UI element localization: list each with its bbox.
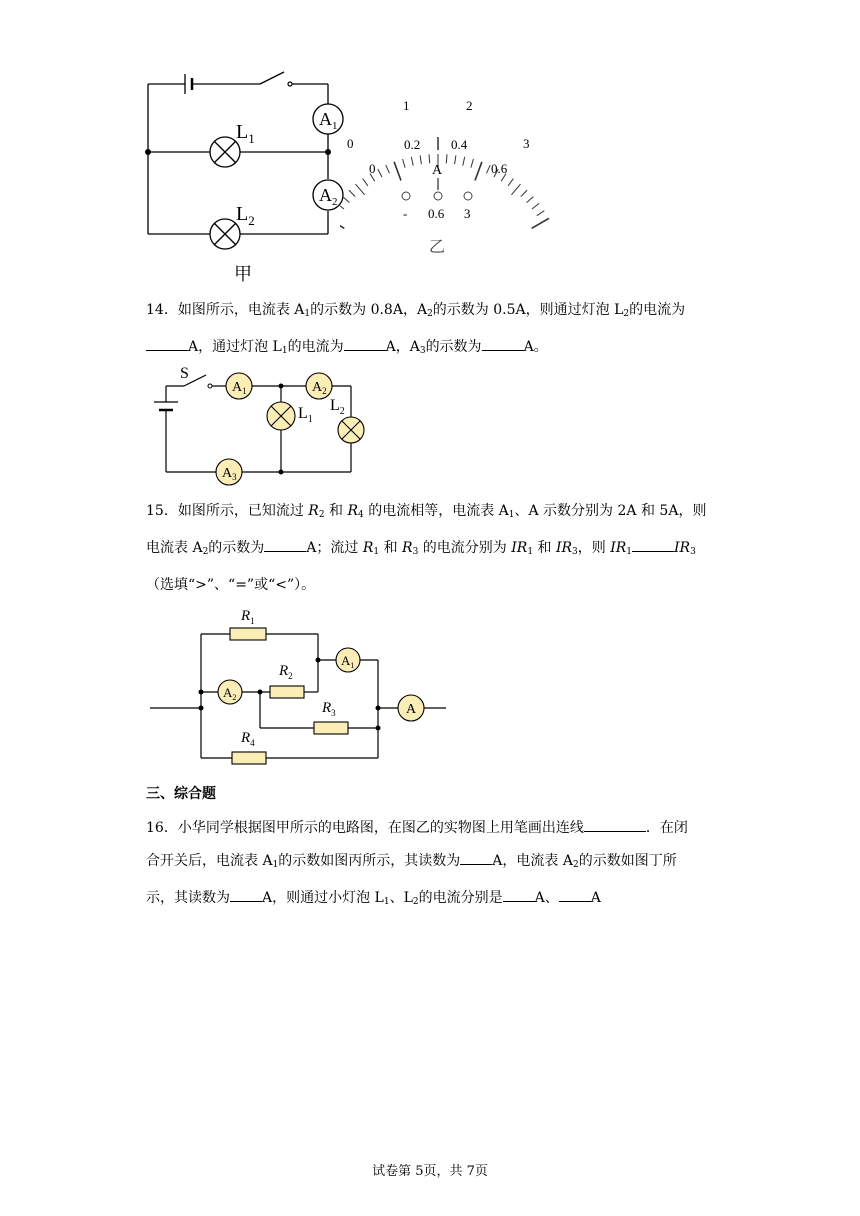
label-s: S (180, 365, 189, 382)
figure-q14-circuit (146, 362, 376, 490)
caption-yi: 乙 (429, 239, 446, 256)
dial-tick (511, 184, 520, 195)
answer-blank[interactable] (230, 887, 262, 902)
dial-tick (455, 155, 456, 164)
section-heading: 三、综合题 (146, 786, 216, 802)
answer-blank[interactable] (632, 537, 674, 552)
resistor-r4 (232, 752, 266, 764)
dial-tick (537, 211, 545, 216)
answer-blank[interactable] (264, 537, 306, 552)
dial-tick (349, 190, 355, 197)
label-l2: $L_2$ (236, 203, 255, 228)
answer-blank[interactable] (559, 887, 591, 902)
dial-tick (532, 218, 549, 228)
outer-scale-0: 0 (347, 136, 354, 151)
dial-tick (411, 157, 413, 166)
dial-tick (446, 154, 447, 163)
terminal-0.6: 0.6 (428, 206, 445, 221)
terminal-3: 3 (464, 206, 471, 221)
answer-blank[interactable] (503, 887, 535, 902)
dial-tick (527, 197, 534, 203)
dial-tick (363, 179, 368, 186)
answer-blank[interactable] (146, 336, 188, 351)
question-16: 16．小华同学根据图甲所示的电路图，在图乙的实物图上用笔画出连线 ．在闭 合开关后，电流表 $A_1$的示数如图丙所示，其读数为 A，电流表 $A_2$的示数如图丁所 示，其读数为 A，则通过小灯泡 $L_1$、$L_2$的电流分别是 A、 A (146, 812, 716, 919)
dial-tick (471, 159, 474, 168)
dial-tick (403, 159, 406, 168)
inner-scale-0.2: 0.2 (404, 137, 421, 152)
terminal-minus: - (403, 206, 408, 221)
figure-q15-circuit (146, 600, 456, 775)
resistor-r2 (270, 686, 304, 698)
label-a1: $A_1$ (341, 653, 355, 670)
label-a1: $A_1$ (232, 380, 247, 396)
dial-tick (475, 162, 482, 181)
label-l1: $L_1$ (298, 405, 313, 425)
outer-scale-3: 3 (523, 136, 530, 151)
answer-blank[interactable] (482, 336, 524, 351)
dial-tick (508, 179, 513, 186)
label-r4: $R_4$ (241, 730, 255, 748)
dial-tick (429, 154, 430, 163)
dial-tick (340, 203, 344, 209)
label-r3: $R_3$ (322, 700, 336, 718)
dial-tick (487, 165, 491, 173)
dial-tick (521, 190, 527, 197)
question-14: 14．如图所示，电流表 $A_1$的示数为 0.8A，$A_2$的示数为 0.5A，则通过灯泡 $L_2$的电流为 A，通过灯泡 $L_1$的电流为 A，$A_3$的示数为 A。 (146, 302, 686, 356)
outer-scale-1: 1 (403, 98, 410, 113)
dial-tick (463, 157, 465, 166)
label-r2: $R_2$ (279, 663, 293, 681)
dial-tick (386, 165, 390, 173)
dial-tick (420, 155, 421, 164)
label-a3: $A_3$ (222, 466, 237, 482)
answer-blank[interactable] (584, 817, 646, 832)
resistor-r3 (314, 722, 348, 734)
answer-blank[interactable] (460, 850, 492, 865)
label-a1: $A_1$ (319, 109, 338, 132)
resistor-r1 (230, 628, 266, 640)
inner-scale-0.4: 0.4 (451, 137, 468, 152)
inner-scale-0.6: 0.6 (491, 161, 508, 176)
dial-tick (340, 218, 344, 228)
caption-jia: 甲 (234, 264, 252, 284)
label-r1: $R_1$ (241, 608, 255, 626)
dial-tick (394, 162, 401, 181)
inner-scale-0: 0 (369, 161, 376, 176)
dial-unit: A (432, 163, 443, 178)
figure-jia-circuit (140, 62, 360, 292)
dial-tick (343, 197, 350, 203)
switch-blade (260, 72, 284, 84)
question-15: 15．如图所示，已知流过 $R_2$ 和 $R_4$ 的电流相等，电流表 $A_1$、A 示数分别为 2A 和 5A，则 电流表 $A_2$的示数为 A；流过 $R_1$ 和 $R_3$ 的电流分别为 $IR_1$ 和 $IR_3$，则 $IR_1$ $IR_3$ （选填“>”、“=”或“<”）。 (146, 503, 707, 593)
dial-tick (378, 169, 382, 177)
label-a: A (406, 702, 417, 717)
dial-tick (532, 203, 539, 209)
label-a2: $A_2$ (312, 380, 327, 396)
label-l2: $L_2$ (330, 397, 345, 417)
page-footer: 试卷第 5页，共 7页 (372, 1164, 488, 1179)
answer-blank[interactable] (344, 336, 386, 351)
label-l1: $L_1$ (236, 121, 255, 146)
label-a2: $A_2$ (319, 185, 338, 208)
figure-yi-ammeter-dial (340, 92, 550, 262)
dial-tick (356, 184, 365, 195)
label-a2: $A_2$ (223, 685, 237, 702)
outer-scale-2: 2 (466, 98, 473, 113)
